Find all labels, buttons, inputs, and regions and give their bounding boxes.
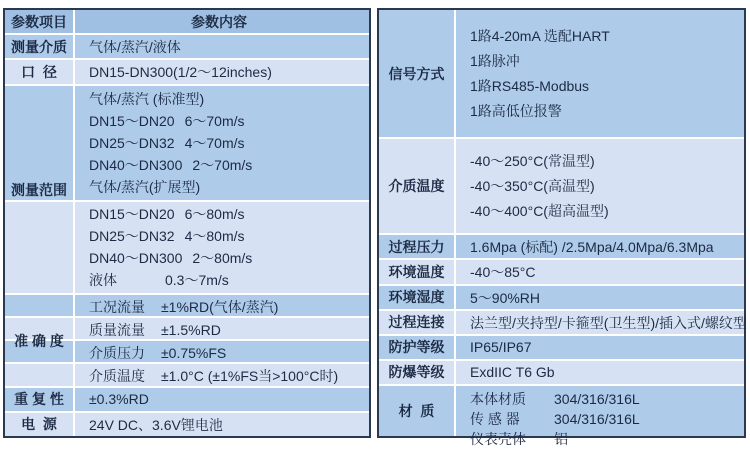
- section-accuracy: [5, 295, 369, 388]
- temp-line: -40～350°C(高温型): [470, 178, 595, 195]
- range-line: DN15～DN20 6～70m/s: [89, 112, 245, 129]
- row-explosion-proof-rating: [379, 361, 744, 386]
- signal-line: 1路高低位报警: [470, 102, 562, 119]
- row-value: ±0.3%RD: [89, 391, 149, 408]
- range-line: 液体 0.3～7m/s: [89, 271, 229, 288]
- header-row: [5, 10, 369, 35]
- header-param-content: 参数内容: [191, 13, 247, 30]
- row-power: [5, 413, 369, 436]
- row-label: 口 径: [21, 64, 57, 81]
- signal-line: 1路RS485-Modbus: [470, 77, 590, 94]
- range-line: 气体/蒸汽(扩展型): [89, 178, 201, 195]
- row-medium-temperature: [379, 139, 744, 235]
- row-value: 气体/蒸汽/液体: [89, 39, 181, 56]
- range-line: DN40～DN300 2～70m/s: [89, 156, 253, 173]
- range-line: DN25～DN32 4～70m/s: [89, 134, 245, 151]
- row-label: 材 质: [398, 402, 435, 419]
- spec-table-left: [3, 8, 371, 438]
- section-label: 准 确 度: [14, 333, 64, 350]
- column-divider: [454, 10, 456, 436]
- accuracy-row: 介质温度 ±1.0°C (±1%FS当>100°C时): [5, 364, 369, 387]
- row-label: 防爆等级: [388, 364, 445, 381]
- accuracy-row: 工况流量 ±1%RD(气体/蒸汽): [5, 295, 369, 318]
- signal-line: 1路4-20mA 选配HART: [470, 28, 610, 45]
- row-value: -40～85°C: [470, 264, 536, 281]
- row-diameter: [5, 60, 369, 85]
- material-line: 传 感 器 304/316/316L: [470, 410, 640, 427]
- row-label: 过程连接: [388, 314, 445, 331]
- row-ambient-humidity: [379, 286, 744, 311]
- row-process-pressure: [379, 235, 744, 260]
- section-measuring-range: [5, 86, 369, 295]
- row-repeatability: [5, 388, 369, 413]
- range-line: 气体/蒸汽 (标准型): [89, 90, 205, 107]
- header-param-item: 参数项目: [11, 13, 67, 30]
- accuracy-row: 介质压力 ±0.75%FS: [5, 341, 369, 364]
- row-label: 环境湿度: [388, 289, 445, 306]
- section-label: 测量范围: [11, 182, 67, 199]
- row-value: IP65/IP67: [470, 339, 532, 356]
- temp-line: -40～400°C(超高温型): [470, 202, 609, 219]
- row-value: DN15-DN300(1/2～12inches): [89, 64, 272, 81]
- row-label: 过程压力: [388, 238, 445, 255]
- row-label: 测量介质: [11, 38, 67, 55]
- range-extended-cell: [5, 202, 369, 295]
- row-value: 5～90%RH: [470, 289, 541, 306]
- row-signal-mode: [379, 10, 744, 139]
- accuracy-row: 质量流量 ±1.5%RD: [5, 318, 369, 341]
- spec-table-right: [377, 8, 747, 447]
- material-line: 仪表壳体 铝: [470, 430, 568, 447]
- row-label: 信号方式: [388, 65, 445, 82]
- row-ambient-temperature: [379, 260, 744, 285]
- row-label: 电 源: [21, 416, 57, 433]
- row-value: 1.6Mpa (标配) /2.5Mpa/4.0Mpa/6.3Mpa: [470, 239, 714, 256]
- temp-line: -40～250°C(常温型): [470, 153, 595, 170]
- row-value: ExdIIC T6 Gb: [470, 364, 555, 381]
- column-divider: [73, 10, 75, 436]
- row-value: 24V DC、3.6V锂电池: [89, 416, 223, 433]
- range-line: DN25～DN32 4～80m/s: [89, 228, 245, 245]
- row-protection-rating: [379, 336, 744, 361]
- row-label: 防护等级: [388, 339, 445, 356]
- row-label: 介质温度: [388, 178, 445, 195]
- row-measuring-medium: [5, 35, 369, 60]
- material-line: 本体材质 304/316/316L: [470, 390, 640, 407]
- row-material: [379, 386, 744, 447]
- range-line: DN40～DN300 2～80m/s: [89, 249, 253, 266]
- row-process-connection: [379, 311, 747, 336]
- row-label: 重 复 性: [14, 391, 64, 408]
- row-label: 环境温度: [388, 264, 445, 280]
- signal-line: 1路脉冲: [470, 53, 520, 70]
- range-standard-cell: [5, 86, 369, 202]
- range-line: DN15～DN20 6～80m/s: [89, 206, 245, 223]
- row-value: 法兰型/夹持型/卡箍型(卫生型)/插入式/螺纹型: [470, 314, 747, 331]
